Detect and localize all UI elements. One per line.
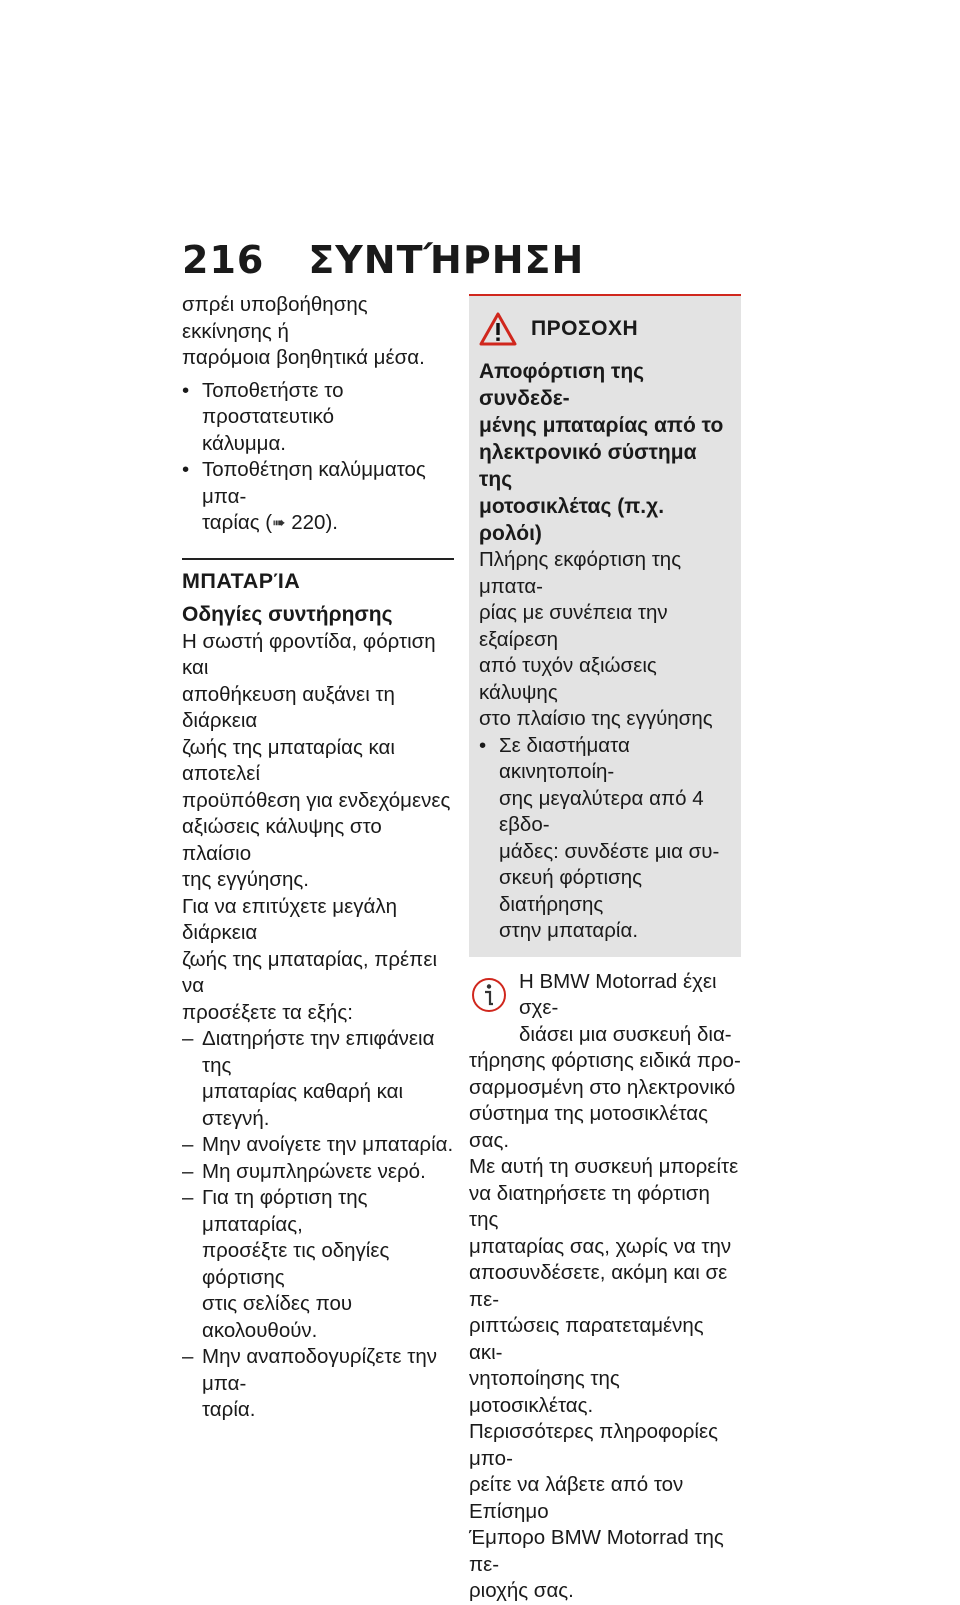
list-item-line: σκευή φόρτισης διατήρησης bbox=[499, 866, 642, 916]
text-line: ριπτώσεις παρατεταμένης ακι- bbox=[469, 1314, 704, 1364]
info-icon bbox=[471, 975, 507, 1015]
list-item-line: Μην ανοίγετε την μπαταρία. bbox=[202, 1133, 454, 1156]
list-item-line: κάλυμμα. bbox=[202, 431, 286, 455]
list-item-line: Μην αναποδογυρίζετε την μπα- bbox=[202, 1345, 437, 1395]
list-item-line: ταρία. bbox=[202, 1398, 256, 1421]
text-line: σύστημα της μοτοσικλέτας σας. bbox=[469, 1102, 708, 1152]
warning-heading bbox=[479, 358, 727, 547]
list-item-line: Σε διαστήματα ακινητοποίη- bbox=[499, 733, 630, 783]
warning-triangle-icon bbox=[479, 312, 517, 346]
text-line: διάσει μια συσκευή δια- bbox=[519, 1022, 732, 1046]
text-line: της εγγύησης. bbox=[182, 868, 309, 891]
text-line: αποθήκευση αυξάνει τη διάρκεια bbox=[182, 682, 395, 732]
list-item-line: στις σελίδες που ακολουθούν. bbox=[202, 1292, 353, 1342]
text-line: Η σωστή φροντίδα, φόρτιση και bbox=[182, 629, 436, 679]
text-line: ριοχής σας. bbox=[469, 1579, 574, 1602]
bullet-dot-icon: • bbox=[182, 378, 190, 402]
text-line: ζωής της μπαταρίας και αποτελεί bbox=[182, 735, 395, 785]
list-item bbox=[182, 378, 454, 458]
page-reference-arrow-icon: ➠ bbox=[272, 515, 286, 532]
text-line: Περισσότερες πληροφορίες μπο- bbox=[469, 1420, 718, 1470]
text-line: Η BMW Motorrad έχει σχε- bbox=[519, 969, 717, 1019]
text-line: σαρμοσμένη στο ηλεκτρονικό bbox=[469, 1075, 736, 1099]
paragraph bbox=[182, 629, 454, 894]
intro-line: σπρέι υποβοήθησης εκκίνησης ή bbox=[182, 293, 368, 343]
paragraph bbox=[182, 894, 454, 1027]
sub-title: Οδηγίες συντήρησης bbox=[182, 603, 393, 626]
list-item-line: στην μπαταρία. bbox=[499, 919, 639, 942]
page-number: 216 bbox=[182, 238, 265, 282]
bullet-dot-icon: • bbox=[479, 733, 487, 757]
dash-icon: – bbox=[182, 1345, 194, 1368]
text-line: στο πλαίσιο της εγγύησης bbox=[479, 707, 713, 730]
text-line: μοτοσικλέτας (π.χ. ρολόι) bbox=[479, 495, 665, 545]
text-line: να διατηρήσετε τη φόρτιση της bbox=[469, 1181, 710, 1231]
warning-box bbox=[469, 294, 741, 957]
dash-icon: – bbox=[182, 1133, 194, 1156]
list-item bbox=[182, 1344, 454, 1424]
list-item bbox=[182, 457, 454, 538]
text-line: αξιώσεις κάλυψης στο πλαίσιο bbox=[182, 815, 382, 865]
list-item-line: μπαταρίας καθαρή και στεγνή. bbox=[202, 1080, 404, 1130]
list-item-line: μάδες: συνδέστε μια συ- bbox=[499, 839, 720, 863]
dash-icon: – bbox=[182, 1159, 194, 1183]
list-item-line: προσέξτε τις οδηγίες φόρτισης bbox=[202, 1239, 390, 1289]
list-item-line: Τοποθέτηση καλύμματος μπα- bbox=[202, 458, 426, 508]
list-item-line: Τοποθετήστε το προστατευτικό bbox=[202, 378, 344, 428]
chapter-title: ΣΥΝΤΉΡΗΣΗ bbox=[308, 238, 585, 282]
dash-icon: – bbox=[182, 1027, 194, 1050]
section-divider bbox=[182, 558, 454, 560]
text-line: από τυχόν αξιώσεις κάλυψης bbox=[479, 654, 657, 704]
info-note bbox=[469, 969, 741, 1605]
list-item-line bbox=[202, 510, 454, 538]
bullet-dot-icon: • bbox=[182, 458, 190, 481]
list-item-line: Διατηρήστε την επιφάνεια της bbox=[202, 1027, 435, 1077]
list-item-line: Για τη φόρτιση της μπαταρίας, bbox=[202, 1186, 368, 1236]
text-line: προσέξετε τα εξής: bbox=[182, 1000, 353, 1024]
text-line: ρείτε να λάβετε από τον Επίσημο bbox=[469, 1473, 684, 1523]
bullet-list bbox=[182, 378, 454, 538]
text-line: ηλεκτρονικό σύστημα της bbox=[479, 441, 697, 491]
text-line: τήρησης φόρτισης ειδικά προ- bbox=[469, 1049, 741, 1072]
left-column bbox=[182, 292, 454, 1424]
page-reference[interactable]: 220). bbox=[291, 511, 338, 534]
text-line: Με αυτή τη συσκευή μπορείτε bbox=[469, 1155, 739, 1178]
dash-icon: – bbox=[182, 1186, 194, 1209]
list-item-line: Μη συμπληρώνετε νερό. bbox=[202, 1159, 426, 1183]
list-item-line: σης μεγαλύτερα από 4 εβδο- bbox=[499, 786, 704, 836]
list-item-text: ταρίας ( bbox=[202, 511, 273, 534]
list-item bbox=[182, 1159, 454, 1186]
warning-text bbox=[479, 547, 727, 733]
intro-line: παρόμοια βοηθητικά μέσα. bbox=[182, 346, 425, 369]
list-item bbox=[182, 1026, 454, 1132]
text-line: ζωής της μπαταρίας, πρέπει να bbox=[182, 947, 438, 997]
text-line: μπαταρίας σας, χωρίς να την bbox=[469, 1234, 732, 1258]
list-item bbox=[479, 733, 727, 945]
text-line: προϋπόθεση για ενδεχόμενες bbox=[182, 788, 451, 812]
section-title: ΜΠΑΤΑΡΊΑ bbox=[182, 568, 301, 593]
text-line: Πλήρης εκφόρτιση της μπατα- bbox=[479, 548, 682, 598]
text-line: αποσυνδέσετε, ακόμη και σε πε- bbox=[469, 1261, 728, 1311]
page-header bbox=[182, 238, 584, 282]
text-line: Για να επιτύχετε μεγάλη διάρκεια bbox=[182, 894, 397, 944]
right-column bbox=[469, 294, 741, 1605]
text-line: νητοποίησης της μοτοσικλέτας. bbox=[469, 1367, 620, 1417]
text-line: μένης μπαταρίας από το bbox=[479, 414, 724, 437]
dash-list bbox=[182, 1026, 454, 1424]
text-line: Αποφόρτιση της συνδεδε- bbox=[479, 360, 645, 410]
list-item bbox=[182, 1185, 454, 1344]
warning-title: ΠΡΟΣΟΧΗ bbox=[531, 316, 639, 340]
warning-header bbox=[479, 312, 727, 346]
text-line: ρίας με συνέπεια την εξαίρεση bbox=[479, 601, 668, 651]
text-line: Έμπορο BMW Motorrad της πε- bbox=[469, 1526, 724, 1576]
list-item bbox=[182, 1132, 454, 1159]
